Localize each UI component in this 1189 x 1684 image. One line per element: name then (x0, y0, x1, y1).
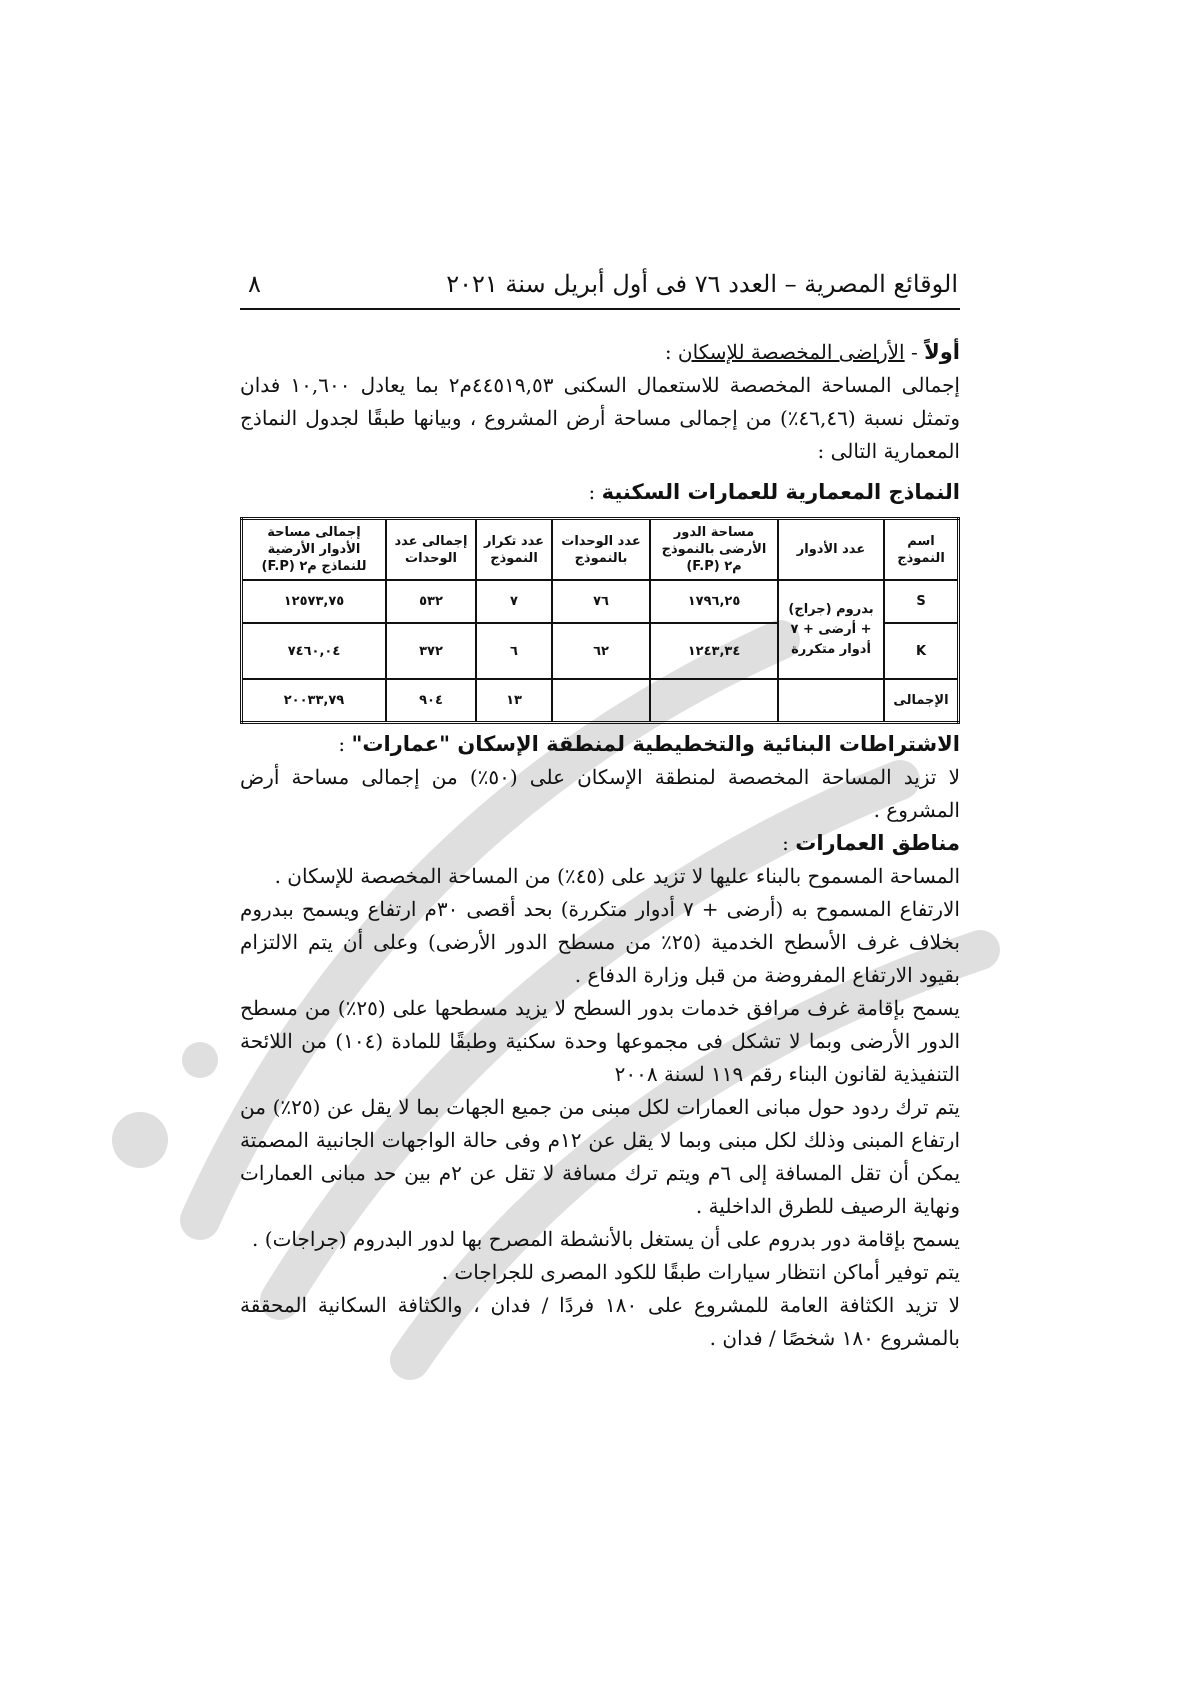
header-repeat: عدد تكرار النموذج (476, 519, 552, 581)
section1-heading (240, 336, 960, 369)
section3-paragraph: يسمح بإقامة غرف مرافق خدمات بدور السطح لا يزيد مسطحها على (٢٥٪) من مسطح الدور الأرضى وبما لا تشكل فى مجموعها وحدة سكنية وطبقًا للمادة (١٠٤) من اللائحة التنفيذية لقانون البناء رقم ١١٩ لسنة ٢٠٠٨ (240, 996, 960, 1086)
cell-total-repeat: ١٣ (476, 679, 552, 723)
section2-heading (240, 728, 960, 761)
cell-total-units: ٣٧٢ (386, 623, 476, 679)
section2-title: الاشتراطات البنائية والتخطيطية لمنطقة الإسكان "عمارات" (351, 732, 960, 756)
document-body (240, 336, 960, 1355)
content-column (240, 270, 960, 1355)
cell-total-units-sum: ٩٠٤ (386, 679, 476, 723)
section2-paragraph: لا تزيد المساحة المخصصة لمنطقة الإسكان على (٥٠٪) من إجمالى مساحة أرض المشروع . (240, 765, 960, 822)
section1-title-suffix: : (664, 340, 678, 364)
table-title: النماذج المعمارية للعمارات السكنية (601, 480, 960, 504)
header-model-name: اسم النموذج (884, 519, 959, 581)
cell-total-area-sum: ٢٠٠٣٣,٧٩ (242, 679, 387, 723)
section3-paragraph: يسمح بإقامة دور بدروم على أن يستغل بالأنشطة المصرح بها لدور البدروم (جراجات) . (252, 1227, 960, 1251)
cell-total-area: ١٢٥٧٣,٧٥ (242, 580, 387, 623)
cell-total-area: ٧٤٦٠,٠٤ (242, 623, 387, 679)
cell-area: ١٧٩٦,٢٥ (650, 580, 778, 623)
table-title-suffix: : (588, 480, 602, 504)
header-ground-area: مساحة الدور الأرضى بالنموذج م٢ (F.P) (650, 519, 778, 581)
cell-units: ٦٢ (552, 623, 650, 679)
section1-label-sep: - (904, 340, 925, 364)
cell-empty (778, 679, 884, 723)
section1-title: الأراضى المخصصة للإسكان (677, 340, 905, 364)
page-header (240, 270, 960, 310)
table-heading (240, 476, 960, 509)
section3-heading (240, 827, 960, 860)
cell-model: K (884, 623, 959, 679)
header-units: عدد الوحدات بالنموذج (552, 519, 650, 581)
cell-empty (552, 679, 650, 723)
header-total-units: إجمالى عدد الوحدات (386, 519, 476, 581)
cell-repeat: ٦ (476, 623, 552, 679)
section1-label: أولاً (924, 340, 960, 364)
table-row (242, 580, 959, 623)
cell-total-units: ٥٣٢ (386, 580, 476, 623)
cell-floors: بدروم (جراج) + أرضى + ٧ أدوار متكررة (778, 580, 884, 679)
section3-paragraph: يتم ترك ردود حول مبانى العمارات لكل مبنى من جميع الجهات بما لا يقل عن (٢٥٪) من ارتفاع المبنى وذلك لكل مبنى وبما لا يقل عن ١٢م وفى حالة الواجهات الجانبية المصمتة يمكن أن تقل المسافة إلى ٦م ويتم ترك مسافة لا تقل عن ٢م بين حد مبانى العمارات ونهاية الرصيف للطرق الداخلية . (240, 1095, 961, 1218)
cell-total-label: الإجمالى (884, 679, 959, 723)
models-table (240, 517, 960, 724)
header-floors: عدد الأدوار (778, 519, 884, 581)
section3-paragraph: الارتفاع المسموح به (أرضى + ٧ أدوار متكررة) بحد أقصى ٣٠م ارتفاع ويسمح ببدروم بخلاف غرف الأسطح الخدمية (٢٥٪ من مسطح الدور الأرضى) وعلى أن يتم الالتزام بقيود الارتفاع المفروضة من قبل وزارة الدفاع . (240, 897, 961, 987)
table-total-row (242, 679, 959, 723)
table-header-row (242, 519, 959, 581)
section3-paragraph: يتم توفير أماكن انتظار سيارات طبقًا للكود المصرى للجراجات . (441, 1260, 960, 1284)
section3-paragraph: لا تزيد الكثافة العامة للمشروع على ١٨٠ فردًا / فدان ، والكثافة السكانية المحققة بالمشروع ١٨٠ شخصًا / فدان . (240, 1293, 961, 1350)
page-number: ٨ (248, 270, 261, 298)
section1-paragraph: إجمالى المساحة المخصصة للاستعمال السكنى ٤٤٥١٩,٥٣م٢ بما يعادل ١٠,٦٠٠ فدان وتمثل نسبة (٤٦,٤٦٪) من إجمالى مساحة أرض المشروع ، وبيانها طبقًا لجدول النماذج المعمارية التالى : (240, 373, 960, 463)
section3-paragraph: المساحة المسموح بالبناء عليها لا تزيد على (٤٥٪) من المساحة المخصصة للإسكان . (274, 864, 960, 888)
header-title: الوقائع المصرية – العدد ٧٦ فى أول أبريل سنة ٢٠٢١ (446, 270, 958, 298)
cell-repeat: ٧ (476, 580, 552, 623)
section3-title: مناطق العمارات (795, 831, 960, 855)
cell-units: ٧٦ (552, 580, 650, 623)
cell-area: ١٢٤٣,٣٤ (650, 623, 778, 679)
section2-title-suffix: : (338, 732, 352, 756)
header-total-area: إجمالى مساحة الأدوار الأرضية للنماذج م٢ (F.P) (242, 519, 387, 581)
section3-title-suffix: : (782, 831, 796, 855)
cell-empty (650, 679, 778, 723)
cell-model: S (884, 580, 959, 623)
